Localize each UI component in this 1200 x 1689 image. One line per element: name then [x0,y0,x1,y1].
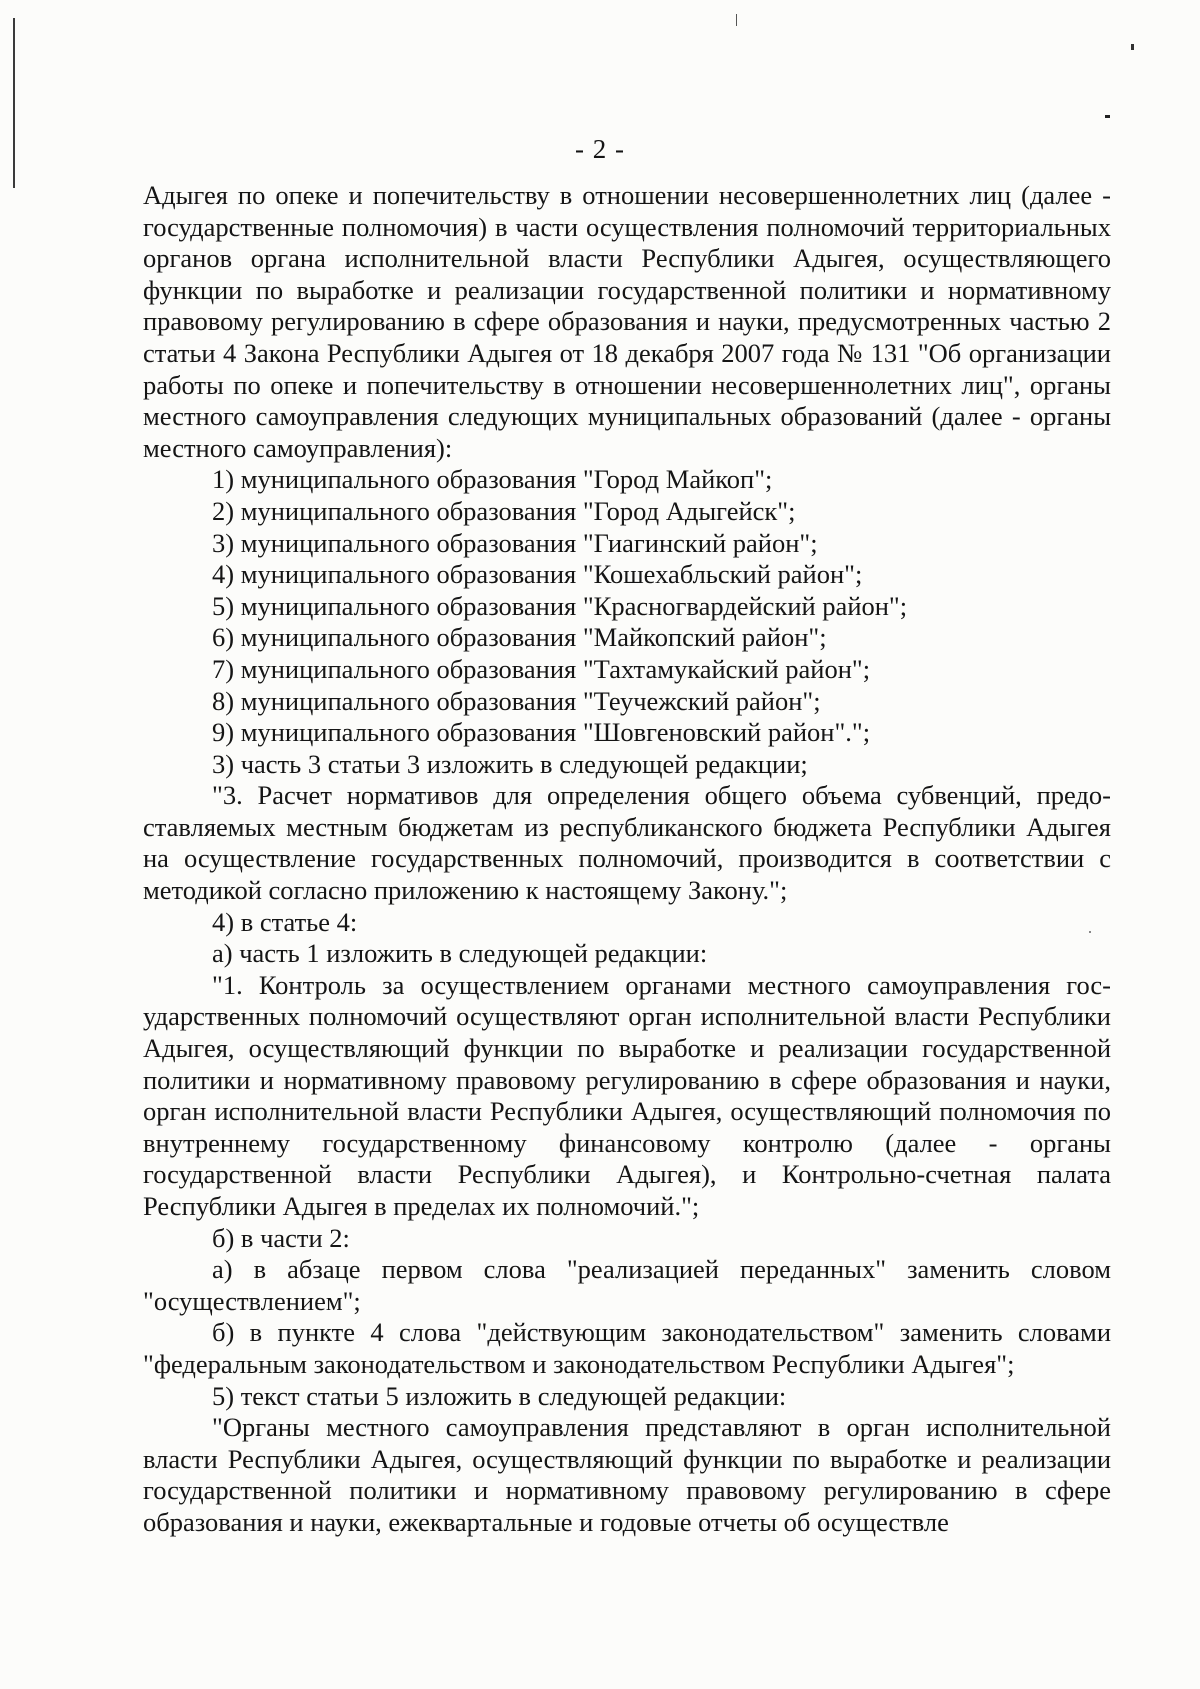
paragraph: 4) в статье 4: [212,906,358,937]
list-item: 3) муниципального образования "Гиагинский район"; [212,527,818,558]
list-item: 7) муниципального образования "Тахтамукайский район"; [212,653,871,684]
list-item: 2) муниципального образования "Город Адыгейск"; [212,495,796,526]
list-item: 5) муниципального образования "Красногвардейский район"; [212,590,908,621]
paragraph: "Органы местного самоуправления представляют в орган исполнительной власти Республики Адыгея, осуществляющий функции по выработке и реализации государственной политики и нормативному правовому регулированию в сфере образования и науки, ежеквартальные и годовые отчеты об осуществле [143,1412,1111,1537]
paragraph: Адыгея по опеке и попечительству в отношении несовершеннолетних лиц (далее - государственные полномочия) в части осуществления полномочий территориальных органов органа исполнительной власти Республики Адыгея, осуществляющего функции по выработке и реализации государственной политики и нормативному правовому регулированию в сфере образования и науки, предусмотренных частью 2 статьи 4 Закона Республики Адыгея от 18 декабря 2007 года № 131 "Об организации работы по опеке и попечительству в отношении несовершеннолетних лиц", органы местного самоуправления следующих муниципальных образований (далее - органы местного самоуправления): [143,180,1111,463]
paragraph: "3. Расчет нормативов для определения общего объема субвенций, предоставляемых местным бюджетам из республиканского бюджета Республики Адыгея на осуществление государственных полномочий, производится в соответствии с методикой согласно приложению к настоящему Закону."; [143,780,1111,906]
paragraph: 5) текст статьи 5 изложить в следующей редакции: [212,1380,787,1411]
paragraph: б) в пункте 4 слова "действующим законодательством" заменить словами "федеральным законодательством и законодательством Республики Адыгея"; [143,1317,1111,1379]
paragraph: б) в части 2: [212,1222,350,1253]
list-item: 1) муниципального образования "Город Майкоп"; [212,464,773,495]
page-number: - 2 - [575,134,625,164]
list-item: 9) муниципального образования "Шовгеновский район"."; [212,717,871,748]
paragraph: а) часть 1 изложить в следующей редакции: [212,938,708,969]
paragraph: 3) часть 3 статьи 3 изложить в следующей редакции; [212,748,808,779]
scan-artifact-dot [1105,115,1110,118]
paragraph: "1. Контроль за осуществлением органами местного самоуправления государственных полномочий осуществляют орган исполнительной власти Республики Адыгея, осуществляющий функции по выработке и реализации государственной политики и нормативному правовому регулированию в сфере образования и науки, орган исполнительной власти Республики Адыгея, осуществляющий полномочия по внутреннему государственному финансовому контролю (далее - органы государственной власти Республики Адыгея), и Контрольно-счетная палата Республики Адыгея в пределах их полномочий."; [143,969,1111,1221]
scan-artifact-mark [736,14,737,26]
scan-artifact-dot [1131,44,1134,50]
list-item: 8) муниципального образования "Теучежский район"; [212,685,821,716]
list-item: 4) муниципального образования "Кошехабльский район"; [212,559,863,590]
paragraph: а) в абзаце первом слова "реализацией переданных" заменить словом "осуществлением"; [143,1254,1111,1316]
document-body [143,180,1111,1539]
list-item: 6) муниципального образования "Майкопский район"; [212,622,827,653]
